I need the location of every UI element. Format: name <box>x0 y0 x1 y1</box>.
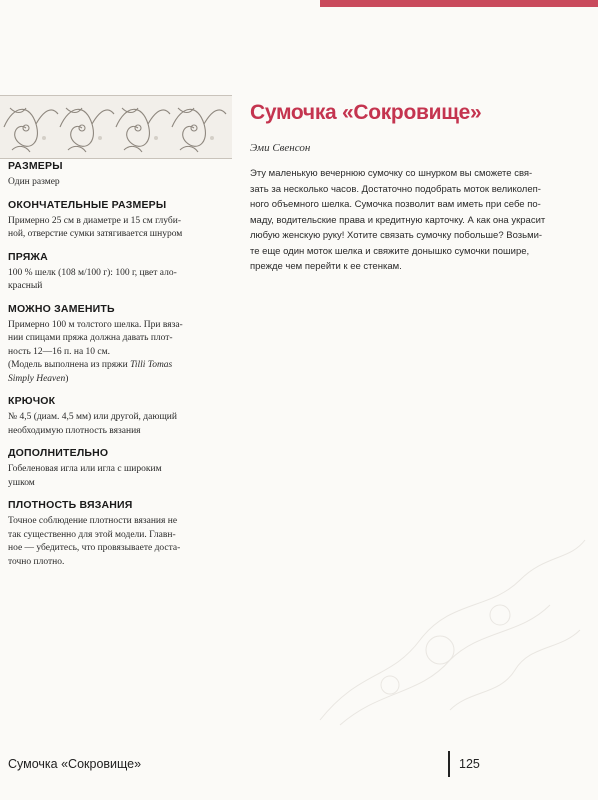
spec-substitute <box>8 303 240 387</box>
spec-heading: ПЛОТНОСТЬ ВЯЗАНИЯ <box>8 499 133 511</box>
note-suffix: ) <box>65 373 69 384</box>
floral-ornament-icon <box>0 95 232 159</box>
note-prefix: (Модель выполнена из пряжи <box>8 360 131 370</box>
intro-line: ного объемного шелка. Сумочка позволит вам иметь при себе по- <box>250 199 541 210</box>
spec-line: необходимую плотность вязания <box>8 425 141 436</box>
footer-title: Сумочка «Сокровище» <box>8 757 142 771</box>
spec-body <box>8 515 240 569</box>
spec-body <box>8 411 240 438</box>
spec-line: красный <box>8 281 43 291</box>
article-author: Эми Свенсон <box>250 142 311 154</box>
spec-heading: МОЖНО ЗАМЕНИТЬ <box>8 302 115 315</box>
spec-line: точно плотно. <box>8 556 65 567</box>
spec-line: Один размер <box>8 177 60 187</box>
spec-heading: ОКОНЧАТЕЛЬНЫЕ РАЗМЕРЫ <box>8 198 167 211</box>
spec-line: ное — убедитесь, что провязываете доста- <box>8 543 181 553</box>
note-yarn-name: Simply Heaven <box>8 373 66 384</box>
intro-line: маду, водительские права и кредитную карточку. А как она украсит <box>250 214 546 226</box>
spec-line: № 4,5 (диам. 4,5 мм) или другой, дающий <box>8 412 177 422</box>
intro-line: любую женскую руку! Хотите связать сумочку побольше? Возьми- <box>250 230 543 241</box>
spec-body <box>8 319 240 387</box>
spec-line: ной, отверстие сумки затягивается шнуром <box>8 229 183 239</box>
spec-heading: ДОПОЛНИТЕЛЬНО <box>8 447 109 459</box>
spec-heading: ПРЯЖА <box>8 250 48 263</box>
spec-body <box>8 463 240 490</box>
article-intro <box>250 166 590 275</box>
spec-line: ушком <box>8 477 35 488</box>
spec-line: Примерно 100 м толстого шелка. При вяза- <box>8 319 183 330</box>
spec-heading: РАЗМЕРЫ <box>8 160 63 172</box>
spec-line: нии спицами пряжа должна давать плот- <box>8 333 173 343</box>
spec-line: Примерно 25 см в диаметре и 15 см глуби- <box>8 215 181 226</box>
footer-divider <box>448 751 450 777</box>
spec-line: ность 12—16 п. на 10 см. <box>8 346 111 357</box>
spec-body <box>8 267 240 294</box>
article-title: Сумочка «Сокровище» <box>250 101 482 124</box>
spec-note <box>8 359 240 373</box>
spec-heading: КРЮЧОК <box>8 395 56 407</box>
specs-column <box>8 160 240 578</box>
spec-final-sizes <box>8 199 240 242</box>
spec-line: Точное соблюдение плотности вязания не <box>8 516 178 526</box>
spec-line: Гобеленовая игла или игла с широким <box>8 464 162 474</box>
intro-line: Эту маленькую вечернюю сумочку со шнурком вы сможете свя- <box>250 168 533 179</box>
intro-line: те еще один моток шелка и свяжите донышко сумочки пошире, <box>250 245 530 257</box>
spec-extra <box>8 447 240 490</box>
intro-line: прежде чем перейти к ее стенкам. <box>250 261 402 272</box>
spec-body <box>8 176 240 190</box>
intro-line: зать за несколько часов. Достаточно подобрать моток великолеп- <box>250 183 541 195</box>
spec-note <box>8 373 240 387</box>
note-yarn-brand: Tilli Tomas <box>130 360 173 370</box>
top-accent-bar <box>320 0 598 7</box>
spec-yarn <box>8 251 240 294</box>
spec-gauge <box>8 499 240 569</box>
faded-lace-pattern <box>300 520 590 730</box>
spec-sizes <box>8 160 240 190</box>
spec-hook <box>8 395 240 438</box>
page-number: 125 <box>459 757 480 771</box>
spec-body <box>8 215 240 242</box>
spec-line: 100 % шелк (108 м/100 г): 100 г, цвет ало- <box>8 267 177 278</box>
spec-line: так существенно для этой модели. Главн- <box>8 529 176 540</box>
